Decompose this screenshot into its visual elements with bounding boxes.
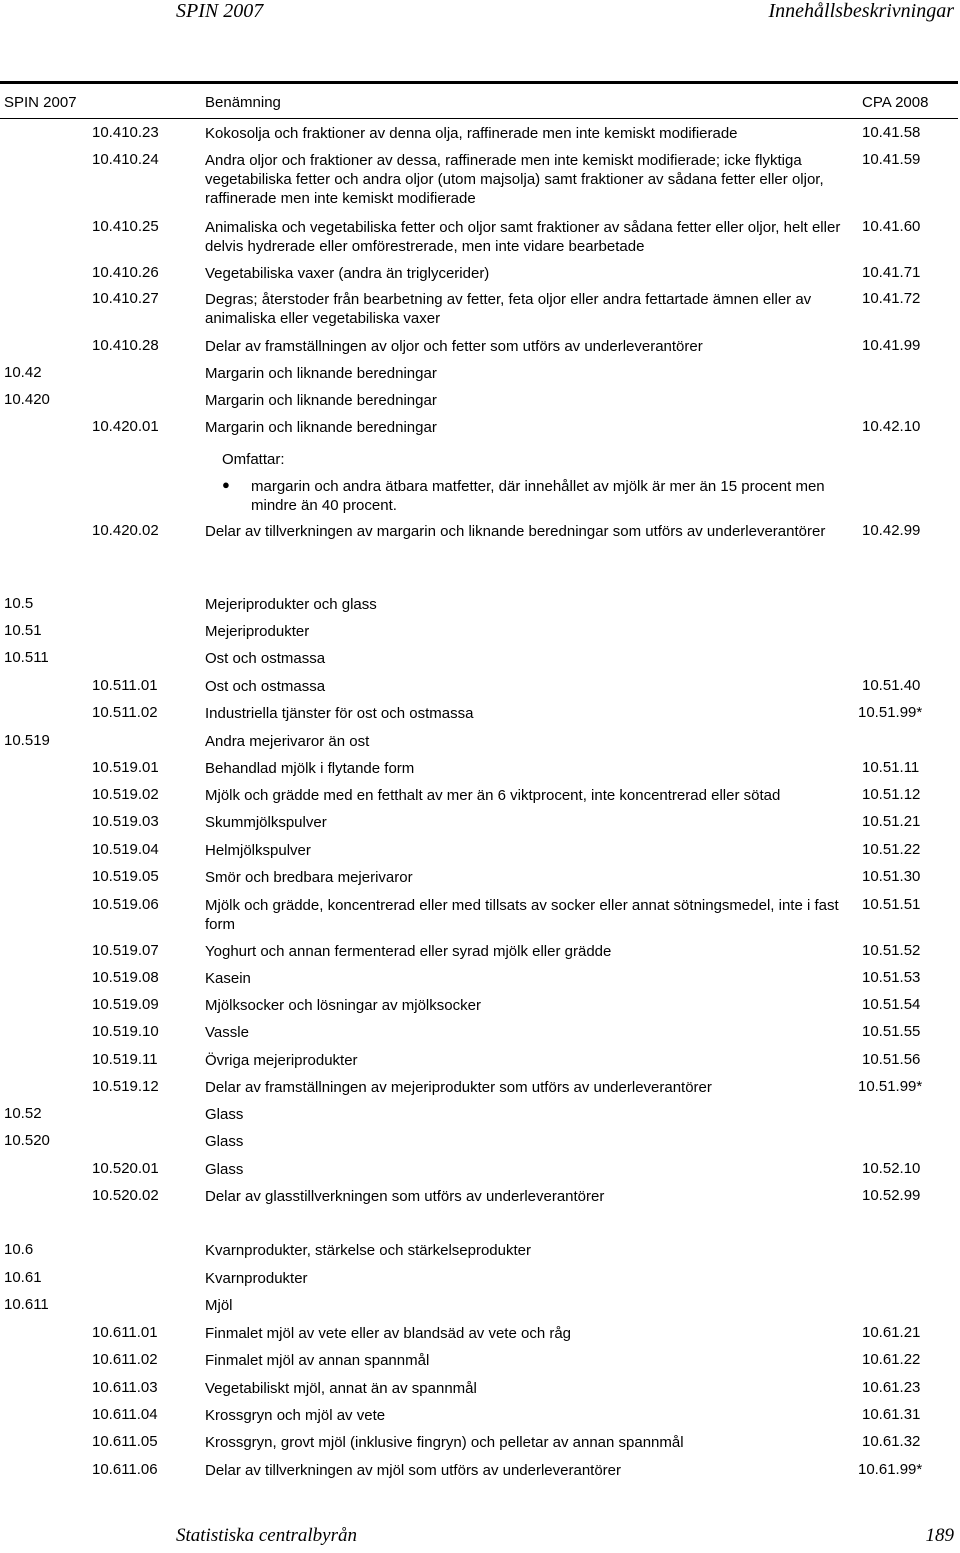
cpa-code: 10.61.31 xyxy=(862,1406,921,1423)
description: Delar av tillverkningen av mjöl som utförs av underleverantörer xyxy=(205,1462,622,1479)
spin-code: 10.611.04 xyxy=(92,1406,158,1423)
page-number: 189 xyxy=(925,1525,954,1546)
description: Kvarnprodukter, stärkelse och stärkelseprodukter xyxy=(205,1242,531,1259)
description: Vegetabiliskt mjöl, annat än av spannmål xyxy=(205,1380,477,1397)
spin-code: 10.611.03 xyxy=(92,1379,158,1396)
cpa-code: 10.51.51 xyxy=(862,896,921,913)
column-header-spin: SPIN 2007 xyxy=(4,94,77,111)
description: Margarin och liknande beredningar xyxy=(205,392,437,409)
cpa-code: 10.61.23 xyxy=(862,1379,921,1396)
spin-code: 10.511.02 xyxy=(92,704,158,721)
cpa-code: 10.42.10 xyxy=(862,418,921,435)
cpa-code: 10.61.99* xyxy=(858,1461,923,1478)
spin-code: 10.420.02 xyxy=(92,522,159,539)
cpa-code: 10.51.52 xyxy=(862,942,921,959)
spin-code: 10.420 xyxy=(4,391,50,408)
spin-code: 10.42 xyxy=(4,364,42,381)
description: Vegetabiliska vaxer (andra än triglycerider) xyxy=(205,265,490,282)
spin-code: 10.519.01 xyxy=(92,759,159,776)
description: Glass xyxy=(205,1133,244,1150)
spin-code: 10.410.25 xyxy=(92,218,159,235)
cpa-code: 10.51.99* xyxy=(858,1078,923,1095)
spin-code: 10.61 xyxy=(4,1269,42,1286)
cpa-code: 10.51.11 xyxy=(862,759,920,776)
spin-code: 10.519.09 xyxy=(92,996,159,1013)
description: Yoghurt och annan fermenterad eller syrad mjölk eller grädde xyxy=(205,943,612,960)
column-header-name: Benämning xyxy=(205,94,281,111)
description: Mjölksocker och lösningar av mjölksocker xyxy=(205,997,481,1014)
page-footer xyxy=(0,1525,960,1553)
cpa-code: 10.51.21 xyxy=(862,813,921,830)
description: Mjölk och grädde med en fetthalt av mer än 6 viktprocent, inte koncentrerad eller sötad xyxy=(205,787,781,804)
spin-code: 10.511 xyxy=(4,649,49,666)
description: Kasein xyxy=(205,970,251,987)
description: Margarin och liknande beredningar xyxy=(205,419,437,436)
includes-bullet-text: margarin och andra ätbara matfetter, där innehållet av mjölk är mer än 15 procent men mindre än 40 procent. xyxy=(251,478,825,514)
cpa-code: 10.52.99 xyxy=(862,1187,921,1204)
description: Mejeriprodukter xyxy=(205,623,310,640)
spin-code: 10.410.27 xyxy=(92,290,159,307)
spin-code: 10.519.04 xyxy=(92,841,159,858)
cpa-code: 10.61.22 xyxy=(862,1351,921,1368)
description: Glass xyxy=(205,1161,244,1178)
description: Skummjölkspulver xyxy=(205,814,327,831)
description: Ost och ostmassa xyxy=(205,678,326,695)
spin-code: 10.519.06 xyxy=(92,896,159,913)
cpa-code: 10.51.55 xyxy=(862,1023,921,1040)
spin-code: 10.410.24 xyxy=(92,151,159,168)
spin-code: 10.519.10 xyxy=(92,1023,159,1040)
description: Andra oljor och fraktioner av dessa, raffinerade men inte kemiskt modifierade; icke flyktiga vegetabiliska fetter och andra oljor (utom majsolja) samt fraktioner av sådana fetter eller oljor, raffinerade men inte kemiskt modifierade xyxy=(205,152,824,207)
description: Helmjölkspulver xyxy=(205,842,311,859)
spin-code: 10.611.02 xyxy=(92,1351,158,1368)
spin-code: 10.519.05 xyxy=(92,868,159,885)
cpa-code: 10.42.99 xyxy=(862,522,921,539)
spin-code: 10.420.01 xyxy=(92,418,159,435)
cpa-code: 10.51.53 xyxy=(862,969,921,986)
cpa-code: 10.51.40 xyxy=(862,677,921,694)
spin-code: 10.611.05 xyxy=(92,1433,158,1450)
description: Kokosolja och fraktioner av denna olja, raffinerade men inte kemiskt modifierade xyxy=(205,125,738,142)
spin-code: 10.611.01 xyxy=(92,1324,158,1341)
cpa-code: 10.41.72 xyxy=(862,290,921,307)
cpa-code: 10.51.12 xyxy=(862,786,921,803)
running-header-left: SPIN 2007 xyxy=(176,0,264,22)
spin-code: 10.519.03 xyxy=(92,813,159,830)
spin-code: 10.519.07 xyxy=(92,942,159,959)
cpa-code: 10.61.21 xyxy=(862,1324,921,1341)
cpa-code: 10.51.30 xyxy=(862,868,921,885)
spin-code: 10.520.02 xyxy=(92,1187,159,1204)
description: Animaliska och vegetabiliska fetter och oljor samt fraktioner av sådana fetter eller oljor, helt eller delvis hydrerade eller omförestrerade, men inte vidare bearbetade xyxy=(205,219,841,255)
spin-code: 10.51 xyxy=(4,622,42,639)
spin-code: 10.611.06 xyxy=(92,1461,158,1478)
column-header-cpa: CPA 2008 xyxy=(862,94,929,111)
cpa-code: 10.51.22 xyxy=(862,841,921,858)
footer-publisher: Statistiska centralbyrån xyxy=(176,1525,358,1546)
spin-code: 10.519 xyxy=(4,732,50,749)
includes-note xyxy=(222,451,825,514)
description: Delar av glasstillverkningen som utförs av underleverantörer xyxy=(205,1188,605,1205)
description: Margarin och liknande beredningar xyxy=(205,365,437,382)
spin-code: 10.519.12 xyxy=(92,1078,159,1095)
spin-code: 10.519.08 xyxy=(92,969,159,986)
description: Delar av framställningen av oljor och fetter som utförs av underleverantörer xyxy=(205,338,703,355)
description: Övriga mejeriprodukter xyxy=(205,1052,358,1069)
cpa-code: 10.41.71 xyxy=(862,264,921,281)
cpa-code: 10.51.56 xyxy=(862,1051,921,1068)
spin-code: 10.519.02 xyxy=(92,786,159,803)
description: Degras; återstoder från bearbetning av fetter, feta oljor eller andra fettartade ämnen eller av animaliska eller vegetabiliska vaxer xyxy=(205,291,812,327)
description: Kvarnprodukter xyxy=(205,1270,308,1287)
cpa-code: 10.41.60 xyxy=(862,218,921,235)
description: Glass xyxy=(205,1106,244,1123)
spin-code: 10.410.28 xyxy=(92,337,159,354)
spin-code: 10.5 xyxy=(4,595,34,612)
description: Krossgryn och mjöl av vete xyxy=(205,1407,386,1424)
spin-code: 10.520 xyxy=(4,1132,50,1149)
cpa-code: 10.51.99* xyxy=(858,704,923,721)
description: Mjölk och grädde, koncentrerad eller med tillsats av socker eller annat sötningsmedel, inte i fast form xyxy=(205,897,839,933)
description: Krossgryn, grovt mjöl (inklusive fingryn) och pelletar av annan spannmål xyxy=(205,1434,684,1451)
running-header-right: Innehållsbeskrivningar xyxy=(768,0,954,22)
spin-code: 10.410.23 xyxy=(92,124,159,141)
description: Finmalet mjöl av vete eller av blandsäd av vete och råg xyxy=(205,1325,572,1342)
description: Finmalet mjöl av annan spannmål xyxy=(205,1352,430,1369)
cpa-code: 10.41.58 xyxy=(862,124,921,141)
spin-code: 10.611 xyxy=(4,1296,49,1313)
spin-code: 10.52 xyxy=(4,1105,42,1122)
cpa-code: 10.52.10 xyxy=(862,1160,921,1177)
description: Delar av framställningen av mejeriprodukter som utförs av underleverantörer xyxy=(205,1079,712,1096)
spin-code: 10.511.01 xyxy=(92,677,158,694)
description: Mejeriprodukter och glass xyxy=(205,596,377,613)
cpa-code: 10.51.54 xyxy=(862,996,921,1013)
description: Andra mejerivaror än ost xyxy=(205,733,370,750)
description: Industriella tjänster för ost och ostmassa xyxy=(205,705,474,722)
spin-code: 10.519.11 xyxy=(92,1051,158,1068)
spin-code: 10.520.01 xyxy=(92,1160,159,1177)
description: Smör och bredbara mejerivaror xyxy=(205,869,413,886)
cpa-code: 10.41.59 xyxy=(862,151,921,168)
includes-heading: Omfattar: xyxy=(222,451,285,468)
description: Mjöl xyxy=(205,1297,233,1314)
cpa-code: 10.61.32 xyxy=(862,1433,921,1450)
description: Ost och ostmassa xyxy=(205,650,326,667)
spin-code: 10.6 xyxy=(4,1241,34,1258)
spin-code: 10.410.26 xyxy=(92,264,159,281)
cpa-code: 10.41.99 xyxy=(862,337,921,354)
description: Vassle xyxy=(205,1024,249,1041)
description: Behandlad mjölk i flytande form xyxy=(205,760,415,777)
description: Delar av tillverkningen av margarin och liknande beredningar som utförs av underleverantörer xyxy=(205,523,826,540)
bullet-icon: ● xyxy=(222,477,230,492)
